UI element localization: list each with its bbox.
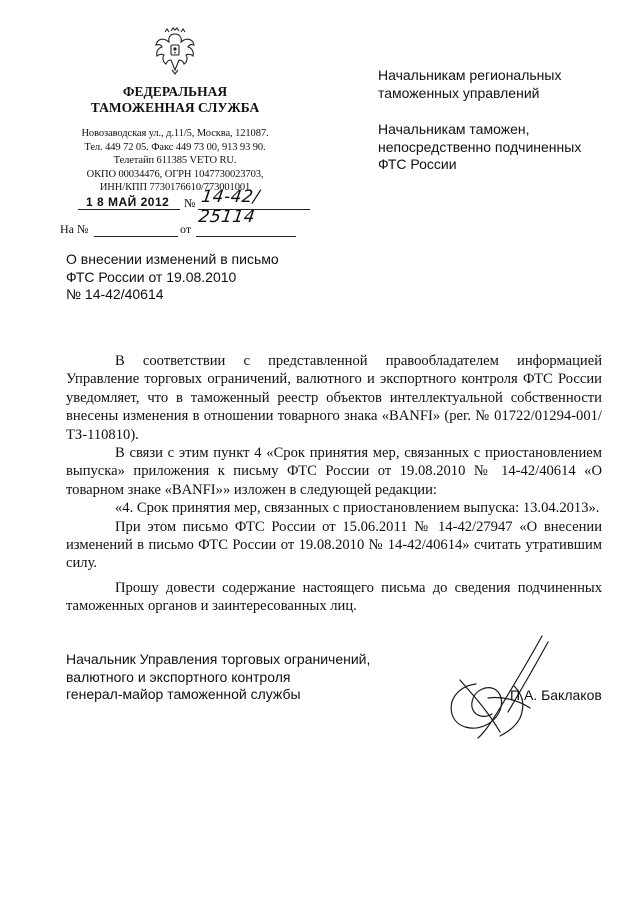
letter-subject <box>66 251 346 304</box>
organization-details <box>60 127 290 195</box>
signatory-title-line-2: валютного и экспортного контроля <box>66 668 291 685</box>
body-paragraph-2: В связи с этим пункт 4 «Срок принятия мер, связанных с приостановлением выпуска» приложения к письму ФТС России от 19.08.2010 № 14-42/40614 «О товарном знаке «BANFI»» изложен в следующей редакции: <box>66 445 602 498</box>
registration-number-handwritten: 14-42/ 25114 <box>197 187 261 227</box>
reference-number-label: На № <box>60 222 89 236</box>
org-name-line-2: ТАМОЖЕННАЯ СЛУЖБА <box>90 100 260 115</box>
reference-line <box>60 222 300 242</box>
reference-from-label: от <box>180 222 192 236</box>
reference-number-blank <box>94 236 178 237</box>
org-inn-kpp: ИНН/КПП 7730176610/773001001 <box>99 182 251 194</box>
registration-date-stamp: 1 8 МАЙ 2012 <box>86 195 170 209</box>
letter-body <box>66 352 602 616</box>
coat-of-arms-icon <box>152 26 198 76</box>
org-phone-fax: Тел. 449 72 05. Факс 449 73 00, 913 93 90. <box>84 141 266 153</box>
org-address: Новозаводская ул., д.11/5, Москва, 121087. <box>81 128 269 139</box>
subject-line-1: О внесении изменений в письмо <box>66 251 279 267</box>
body-paragraph-1: В соответствии с представленной правообладателем информацией Управление торговых ограничений, валютного и экспортного контроля ФТС России уведомляет, что в таможенный реестр объектов интеллектуальной собственности внесены изменения в отношении товарного знака «BANFI» (рег. № 01722/01294-001/ТЗ-110810). <box>66 353 602 443</box>
addressee-customs-heads: Начальникам таможен, непосредственно подчиненных ФТС России <box>378 121 582 172</box>
organization-name <box>60 84 290 116</box>
signatory-name: П.А. Баклаков <box>510 687 602 703</box>
addressee-regional-directorates: Начальникам региональных таможенных управлений <box>378 67 562 101</box>
org-okpo-ogrn: ОКПО 00034476, ОГРН 1047730023703, <box>86 168 264 180</box>
org-name-line-1: ФЕДЕРАЛЬНАЯ <box>122 84 228 99</box>
body-paragraph-5: Прошу довести содержание настоящего письма до сведения подчиненных таможенных органов и заинтересованных лиц. <box>66 579 602 615</box>
signatory-title-line-1: Начальник Управления торговых ограничений, <box>66 651 371 667</box>
date-underline <box>78 209 180 210</box>
number-underline <box>198 209 310 210</box>
org-teletype: Телетайп 611385 VETO RU. <box>113 155 237 167</box>
reference-date-blank <box>196 236 296 237</box>
signatory-title <box>66 651 406 704</box>
subject-line-3: № 14-42/40614 <box>66 286 164 302</box>
addressee-block <box>378 67 618 193</box>
registration-number-label: № <box>184 196 196 210</box>
subject-line-2: ФТС России от 19.08.2010 <box>66 268 237 285</box>
body-paragraph-3: «4. Срок принятия мер, связанных с приостановлением выпуска: 13.04.2013». <box>115 500 600 517</box>
signatory-title-line-3: генерал-майор таможенной службы <box>66 686 301 702</box>
body-paragraph-4: При этом письмо ФТС России от 15.06.2011 № 14-42/27947 «О внесении изменений в письмо ФТС России от 19.08.2010 № 14-42/40614» считать утратившим силу. <box>66 518 602 572</box>
